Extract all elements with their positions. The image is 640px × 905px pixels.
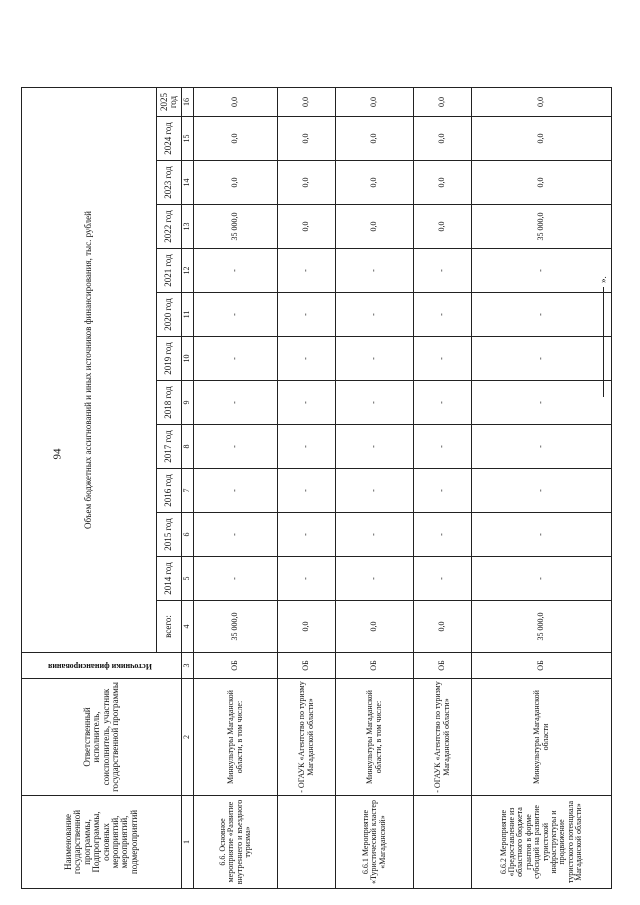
row-total: 0,0 xyxy=(336,601,414,653)
row-value-2022: 35 000,0 xyxy=(472,205,612,249)
row-value-2017: - xyxy=(472,425,612,469)
row-value-2016: - xyxy=(414,469,472,513)
closing-mark-line xyxy=(598,276,608,397)
row-value-2018: - xyxy=(472,381,612,425)
row-value-2021: - xyxy=(278,249,336,293)
data-rows xyxy=(194,88,612,889)
col-num-13: 13 xyxy=(182,205,194,249)
row-value-2021: - xyxy=(472,249,612,293)
row-value-2021: - xyxy=(336,249,414,293)
header-year-2015: 2015 год xyxy=(157,513,182,557)
row-total: 35 000,0 xyxy=(472,601,612,653)
row-source: ОБ xyxy=(414,653,472,679)
row-value-2020: - xyxy=(472,293,612,337)
row-value-2024: 0,0 xyxy=(336,117,414,161)
page-number: 94 xyxy=(51,448,64,460)
row-value-2023: 0,0 xyxy=(414,161,472,205)
header-year-2024: 2024 год xyxy=(157,117,182,161)
header-total: всего: xyxy=(157,601,182,653)
row-value-2015: - xyxy=(414,513,472,557)
row-value-2023: 0,0 xyxy=(336,161,414,205)
row-value-2014: - xyxy=(336,557,414,601)
row-responsible: - ОГАУК «Агентство по туризму Магаданской области» xyxy=(414,679,472,796)
row-value-2025: 0,0 xyxy=(414,88,472,117)
row-value-2017: - xyxy=(278,425,336,469)
row-value-2017: - xyxy=(414,425,472,469)
header-responsible: Ответственный исполнитель, соисполнитель, участник государственной программы xyxy=(22,679,182,796)
row-value-2025: 0,0 xyxy=(194,88,278,117)
closing-mark: ». xyxy=(598,276,608,283)
header-year-2017: 2017 год xyxy=(157,425,182,469)
row-name xyxy=(414,796,472,889)
col-num-9: 9 xyxy=(182,381,194,425)
row-name xyxy=(278,796,336,889)
col-num-11: 11 xyxy=(182,293,194,337)
row-total: 0,0 xyxy=(414,601,472,653)
header-row-title xyxy=(22,88,157,889)
row-value-2025: 0,0 xyxy=(472,88,612,117)
row-value-2018: - xyxy=(278,381,336,425)
row-value-2025: 0,0 xyxy=(336,88,414,117)
row-value-2017: - xyxy=(194,425,278,469)
row-value-2023: 0,0 xyxy=(472,161,612,205)
col-num-5: 5 xyxy=(182,557,194,601)
table-row xyxy=(336,88,414,889)
row-name: 6.6.2 Мероприятие «Предоставление из областного бюджета грантов в форме субсидий на развитие туристской инфраструктуры и продвижение туристского потенциала Магаданской области» xyxy=(472,796,612,889)
row-responsible: Минкультуры Магаданской области, в том числе: xyxy=(336,679,414,796)
row-source: ОБ xyxy=(278,653,336,679)
header-year-2021: 2021 год xyxy=(157,249,182,293)
row-value-2022: 35 000,0 xyxy=(194,205,278,249)
row-value-2022: 0,0 xyxy=(336,205,414,249)
header-year-2019: 2019 год xyxy=(157,337,182,381)
row-value-2019: - xyxy=(472,337,612,381)
row-value-2016: - xyxy=(278,469,336,513)
col-num-10: 10 xyxy=(182,337,194,381)
closing-rule xyxy=(603,287,604,397)
row-value-2019: - xyxy=(336,337,414,381)
row-value-2024: 0,0 xyxy=(472,117,612,161)
row-value-2020: - xyxy=(278,293,336,337)
row-value-2019: - xyxy=(414,337,472,381)
row-value-2024: 0,0 xyxy=(278,117,336,161)
row-value-2022: 0,0 xyxy=(278,205,336,249)
row-value-2018: - xyxy=(194,381,278,425)
row-value-2018: - xyxy=(414,381,472,425)
row-value-2015: - xyxy=(278,513,336,557)
header-year-2025: 2025 год xyxy=(157,88,182,117)
header-year-2018: 2018 год xyxy=(157,381,182,425)
header-year-2016: 2016 год xyxy=(157,469,182,513)
row-value-2019: - xyxy=(278,337,336,381)
row-value-2014: - xyxy=(194,557,278,601)
row-value-2021: - xyxy=(194,249,278,293)
row-value-2018: - xyxy=(336,381,414,425)
row-value-2024: 0,0 xyxy=(414,117,472,161)
row-value-2020: - xyxy=(336,293,414,337)
row-value-2014: - xyxy=(414,557,472,601)
row-value-2015: - xyxy=(336,513,414,557)
row-source: ОБ xyxy=(336,653,414,679)
row-responsible: Минкультуры Магаданской области, в том числе: xyxy=(194,679,278,796)
row-value-2022: 0,0 xyxy=(414,205,472,249)
row-source: ОБ xyxy=(194,653,278,679)
column-number-row xyxy=(182,88,194,889)
row-value-2020: - xyxy=(194,293,278,337)
row-value-2016: - xyxy=(194,469,278,513)
row-value-2016: - xyxy=(472,469,612,513)
col-num-14: 14 xyxy=(182,161,194,205)
col-num-6: 6 xyxy=(182,513,194,557)
row-total: 35 000,0 xyxy=(194,601,278,653)
col-num-8: 8 xyxy=(182,425,194,469)
col-num-7: 7 xyxy=(182,469,194,513)
row-name: 6.6.1 Мероприятие «Туристический кластер «Магаданский» xyxy=(336,796,414,889)
header-volume-title: Объем бюджетных ассигнований и иных источников финансирования, тыс. рублей xyxy=(22,88,157,653)
financing-table xyxy=(21,87,612,889)
row-value-2016: - xyxy=(336,469,414,513)
row-value-2024: 0,0 xyxy=(194,117,278,161)
row-value-2021: - xyxy=(414,249,472,293)
header-source: Источники финансирования xyxy=(48,661,153,671)
col-num-1: 1 xyxy=(182,796,194,889)
header-name: Наименование государственной программы, Подпрограммы, основных мероприятий, мероприятий, подмероприятий xyxy=(22,796,182,889)
row-value-2015: - xyxy=(472,513,612,557)
col-num-16: 16 xyxy=(182,88,194,117)
table-row xyxy=(278,88,336,889)
row-value-2025: 0,0 xyxy=(278,88,336,117)
row-source: ОБ xyxy=(472,653,612,679)
col-num-12: 12 xyxy=(182,249,194,293)
row-value-2015: - xyxy=(194,513,278,557)
row-value-2023: 0,0 xyxy=(194,161,278,205)
row-value-2014: - xyxy=(472,557,612,601)
table-row xyxy=(472,88,612,889)
row-name: 6.6. Основное мероприятие «Развитие внутреннего и въездного туризма» xyxy=(194,796,278,889)
header-year-2020: 2020 год xyxy=(157,293,182,337)
table-row xyxy=(414,88,472,889)
row-value-2023: 0,0 xyxy=(278,161,336,205)
header-year-2023: 2023 год xyxy=(157,161,182,205)
header-source-cell xyxy=(22,653,182,679)
col-num-2: 2 xyxy=(182,679,194,796)
col-num-15: 15 xyxy=(182,117,194,161)
row-value-2014: - xyxy=(278,557,336,601)
table-row xyxy=(194,88,278,889)
header-year-2022: 2022 год xyxy=(157,205,182,249)
row-total: 0,0 xyxy=(278,601,336,653)
row-responsible: Минкультуры Магаданской области xyxy=(472,679,612,796)
row-value-2017: - xyxy=(336,425,414,469)
col-num-4: 4 xyxy=(182,601,194,653)
row-responsible: - ОГАУК «Агентство по туризму Магаданской области» xyxy=(278,679,336,796)
col-num-3: 3 xyxy=(182,653,194,679)
header-year-2014: 2014 год xyxy=(157,557,182,601)
row-value-2019: - xyxy=(194,337,278,381)
row-value-2020: - xyxy=(414,293,472,337)
